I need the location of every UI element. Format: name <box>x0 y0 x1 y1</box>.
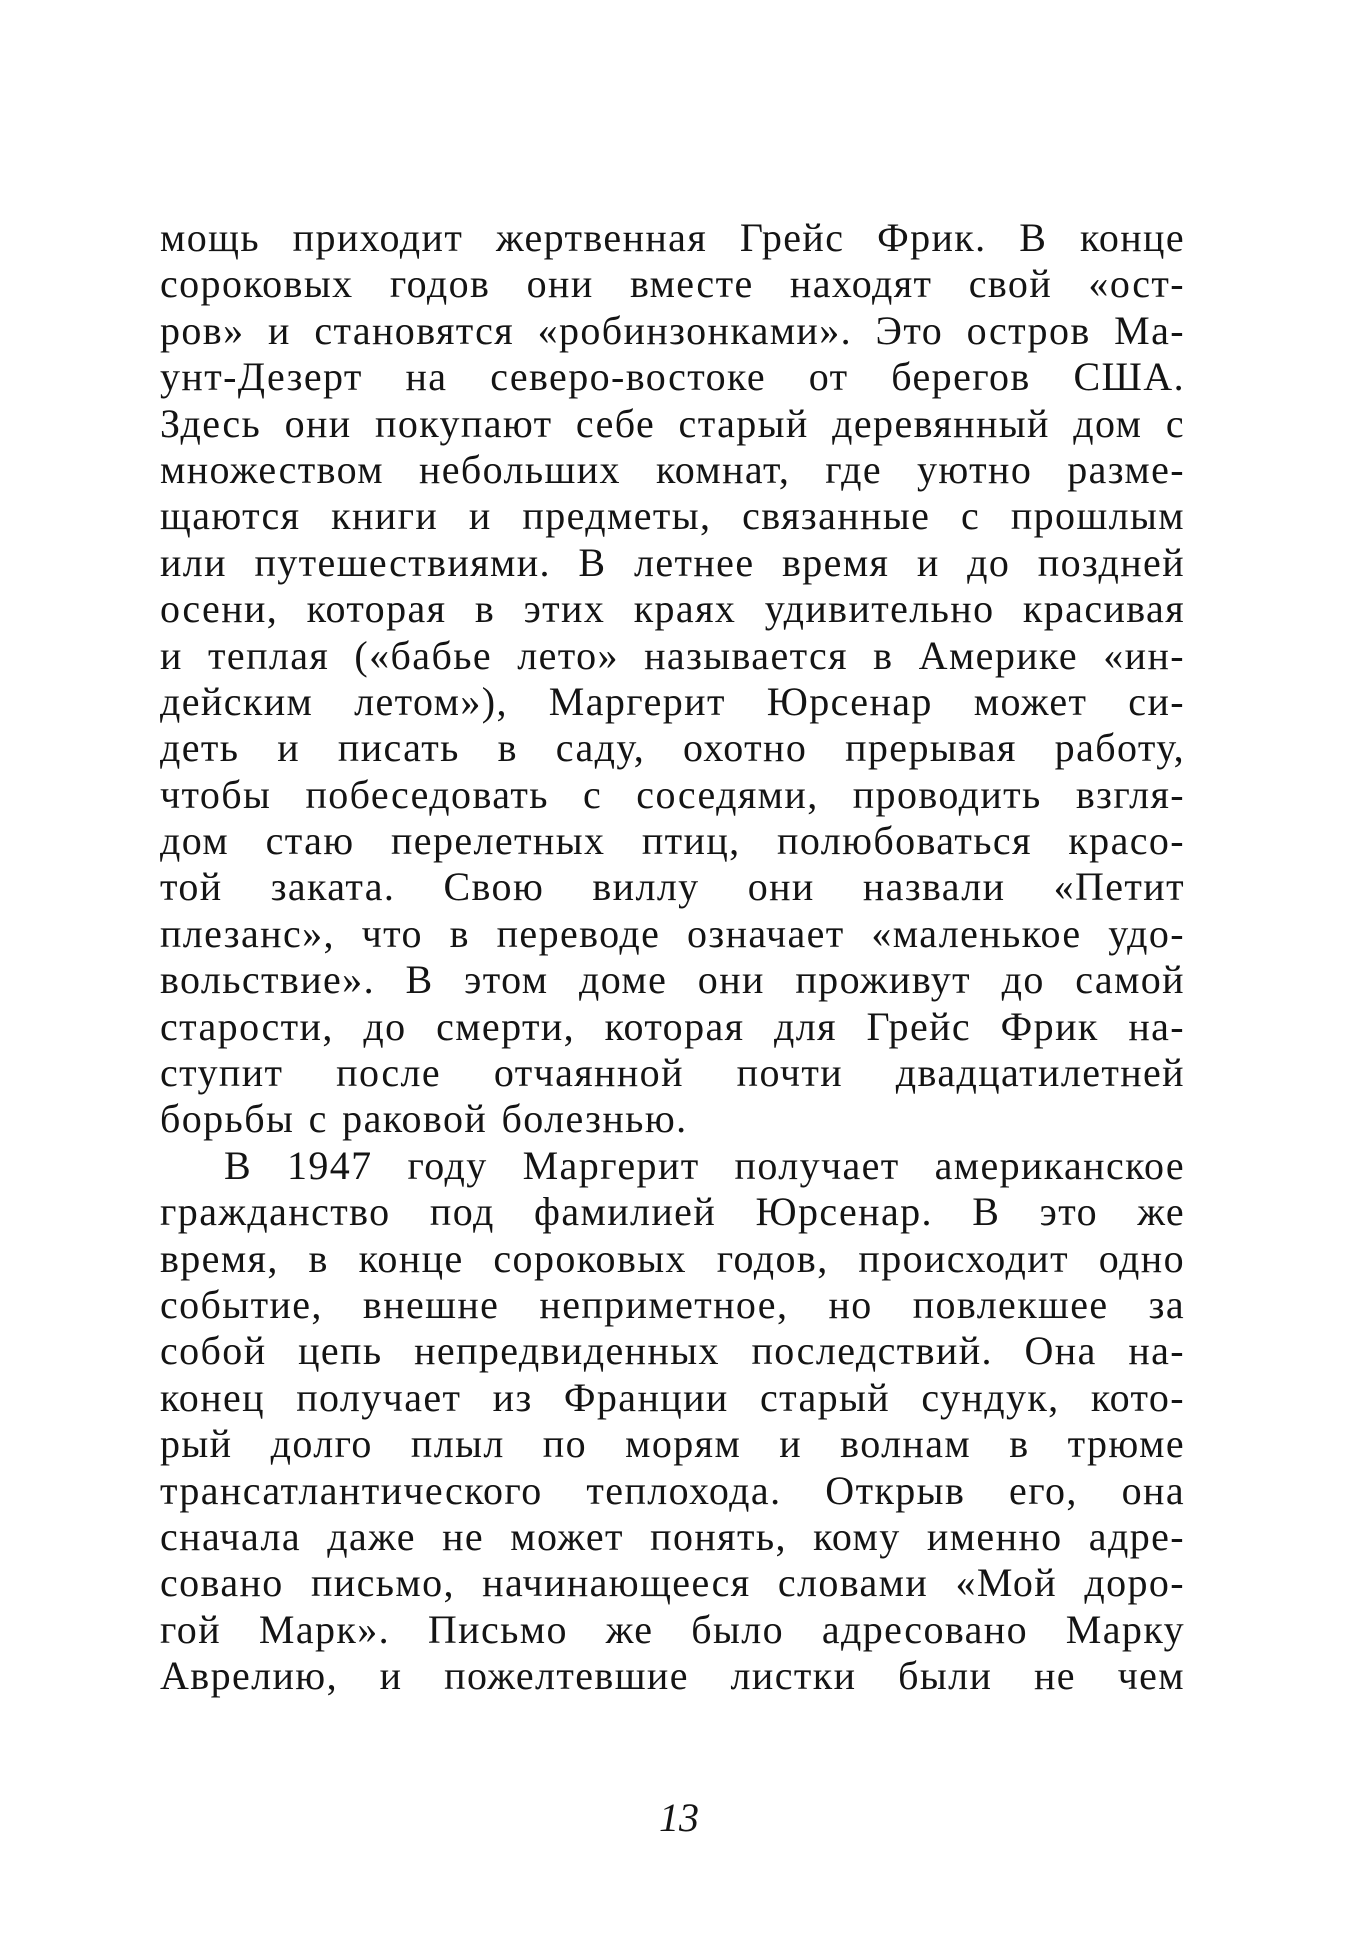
text-line: старости, до смерти, которая для Грейс Фрик на- <box>160 1003 1185 1049</box>
paragraph <box>160 1143 1185 1700</box>
text-line: мощь приходит жертвенная Грейс Фрик. В конце <box>160 215 1185 260</box>
text-line: В 1947 году Маргерит получает американское <box>224 1142 1185 1188</box>
text-line: щаются книги и предметы, связанные с прошлым <box>160 493 1185 539</box>
text-line: Аврелию, и пожелтевшие листки были не чем <box>160 1653 1185 1699</box>
text-line: ров» и становятся «робинзонками». Это остров Ма- <box>160 307 1185 353</box>
text-line: совано письмо, начинающееся словами «Мой доро- <box>160 1560 1185 1606</box>
text-line: вольствие». В этом доме они проживут до самой <box>160 957 1185 1003</box>
text-line: конец получает из Франции старый сундук, кото- <box>160 1374 1185 1420</box>
text-line: чтобы побеседовать с соседями, проводить взгля- <box>160 771 1185 817</box>
text-line: собой цепь непредвиденных последствий. Она на- <box>160 1328 1185 1374</box>
text-line: той заката. Свою виллу они назвали «Петит <box>160 864 1185 910</box>
text-line: унт-Дезерт на северо-востоке от берегов США. <box>160 354 1185 400</box>
text-line: борьбы с раковой болезнью. <box>160 1096 688 1142</box>
text-line: множеством небольших комнат, где уютно разме- <box>160 446 1185 492</box>
text-line: осени, которая в этих краях удивительно красивая <box>160 586 1185 632</box>
text-line: событие, внешне неприметное, но повлекшее за <box>160 1281 1185 1327</box>
page-number: 13 <box>659 1795 699 1840</box>
text-line: гражданство под фамилией Юрсенар. В это же <box>160 1189 1185 1235</box>
text-line: ступит после отчаянной почти двадцатилетней <box>160 1050 1185 1096</box>
text-line: рый долго плыл по морям и волнам в трюме <box>160 1421 1185 1467</box>
text-line: сороковых годов они вместе находят свой «ост- <box>160 261 1185 307</box>
text-line: или путешествиями. В летнее время и до поздней <box>160 539 1185 585</box>
text-line: и теплая («бабье лето» называется в Америке «ин- <box>160 632 1185 678</box>
text-line: трансатлантического теплохода. Открыв его, она <box>160 1467 1185 1513</box>
body-text <box>160 215 1185 1700</box>
text-line: сначала даже не может понять, кому именно адре- <box>160 1513 1185 1559</box>
text-line: плезанс», что в переводе означает «маленькое удо- <box>160 910 1185 956</box>
paragraph <box>160 215 1185 1143</box>
text-line: дом стаю перелетных птиц, полюбоваться красо- <box>160 818 1185 864</box>
text-line: Здесь они покупают себе старый деревянный дом с <box>160 400 1185 446</box>
text-line: деть и писать в саду, охотно прерывая работу, <box>160 725 1185 771</box>
text-line: время, в конце сороковых годов, происходит одно <box>160 1235 1185 1281</box>
text-line: дейским летом»), Маргерит Юрсенар может си- <box>160 678 1185 724</box>
text-line: гой Марк». Письмо же было адресовано Марку <box>160 1606 1185 1652</box>
